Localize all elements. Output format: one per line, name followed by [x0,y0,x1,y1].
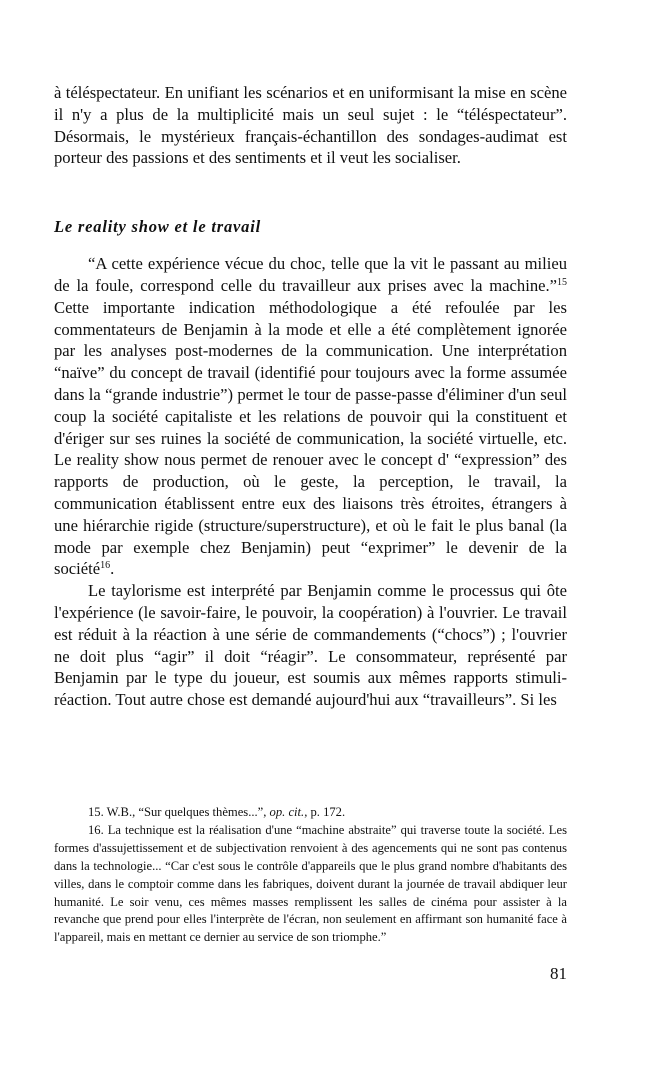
paragraph-opening: à téléspectateur. En unifiant les scénarios et en uniformisant la mise en scène il n'y a plus de la multiplicité mais un seul sujet : le “téléspectateur”. Désormais, le mystérieux français-échantillon des sondages-audimat est porteur des passions et des sentiments et il veut les socialiser. [54,83,567,168]
footnote-16: 16. La technique est la réalisation d'une “machine abstraite” qui traverse toute la société. Les formes d'assujettissement et de subjectivation renvoient à des agencements qui ne sont pas contenus dans la technologie... “Car c'est sous le contrôle d'appareils que le plus grand nombre d'habitants des villes, dans le comptoir comme dans les fabriques, doivent durant la journée de travail abdiquer leur humanité. Le soir venu, ces mêmes masses remplissent les salles de cinéma pour assister à la revanche que prend pour elles l'interprète de l'écran, non seulement en affirmant son humanité face à l'appareil, mais en mettant ce dernier au service de son triomphe.” [54,822,567,945]
section-title: Le reality show et le travail [54,217,261,237]
paragraph-taylorisme: Le taylorisme est interprété par Benjamin comme le processus qui ôte l'expérience (le savoir-faire, le pouvoir, la coopération) à l'ouvrier. Le travail est réduit à la réaction à une série de commandements (“chocs”) ; l'ouvrier ne doit plus “agir” il doit “réagir”. Le consommateur, représenté par Benjamin par le type du joueur, est soumis aux mêmes rapports stimuli-réaction. Tout autre chose est demandé aujourd'hui aux “travailleurs”. Si les [54,581,567,710]
quote-text: “A cette expérience vécue du choc, telle que la vit le passant au milieu de la foule, correspond celle du travailleur aux prises avec la machine.” [54,254,567,295]
page-body [54,82,567,711]
page-number: 81 [550,964,567,983]
footnote-15: 15. W.B., “Sur quelques thèmes...”, op. cit., p. 172. [88,805,346,819]
footnote-ref-15: 15 [557,276,567,288]
footnotes [54,804,567,947]
quote-commentary: Cette importante indication méthodologique a été refoulée par les commentateurs de Benjamin à la mode et elle a été complètement ignorée par les analyses post-modernes de la communication. Une interprétation “naïve” du concept de travail (identifié pour toujours avec la forme assumée dans la “grande industrie”) permet le tour de passe-passe d'éliminer d'un seul coup la société capitaliste et les relations de pouvoir qui la constituent et d'ériger sur ses ruines la société de communication, la société virtuelle, etc. Le reality show nous permet de renouer avec le concept d' “expression” des rapports de production, où le geste, la perception, le travail, la communication établissent entre eux des liaisons très étroites, étrangers à une hiérarchie rigide (structure/superstructure), et où le fait le plus banal (la mode par exemple chez Benjamin) peut “exprimer” le devenir de la société [54,297,567,579]
quote-end: . [110,559,115,579]
footnote-ref-16: 16 [100,560,111,572]
paragraph-benjamin-quote [54,253,567,580]
